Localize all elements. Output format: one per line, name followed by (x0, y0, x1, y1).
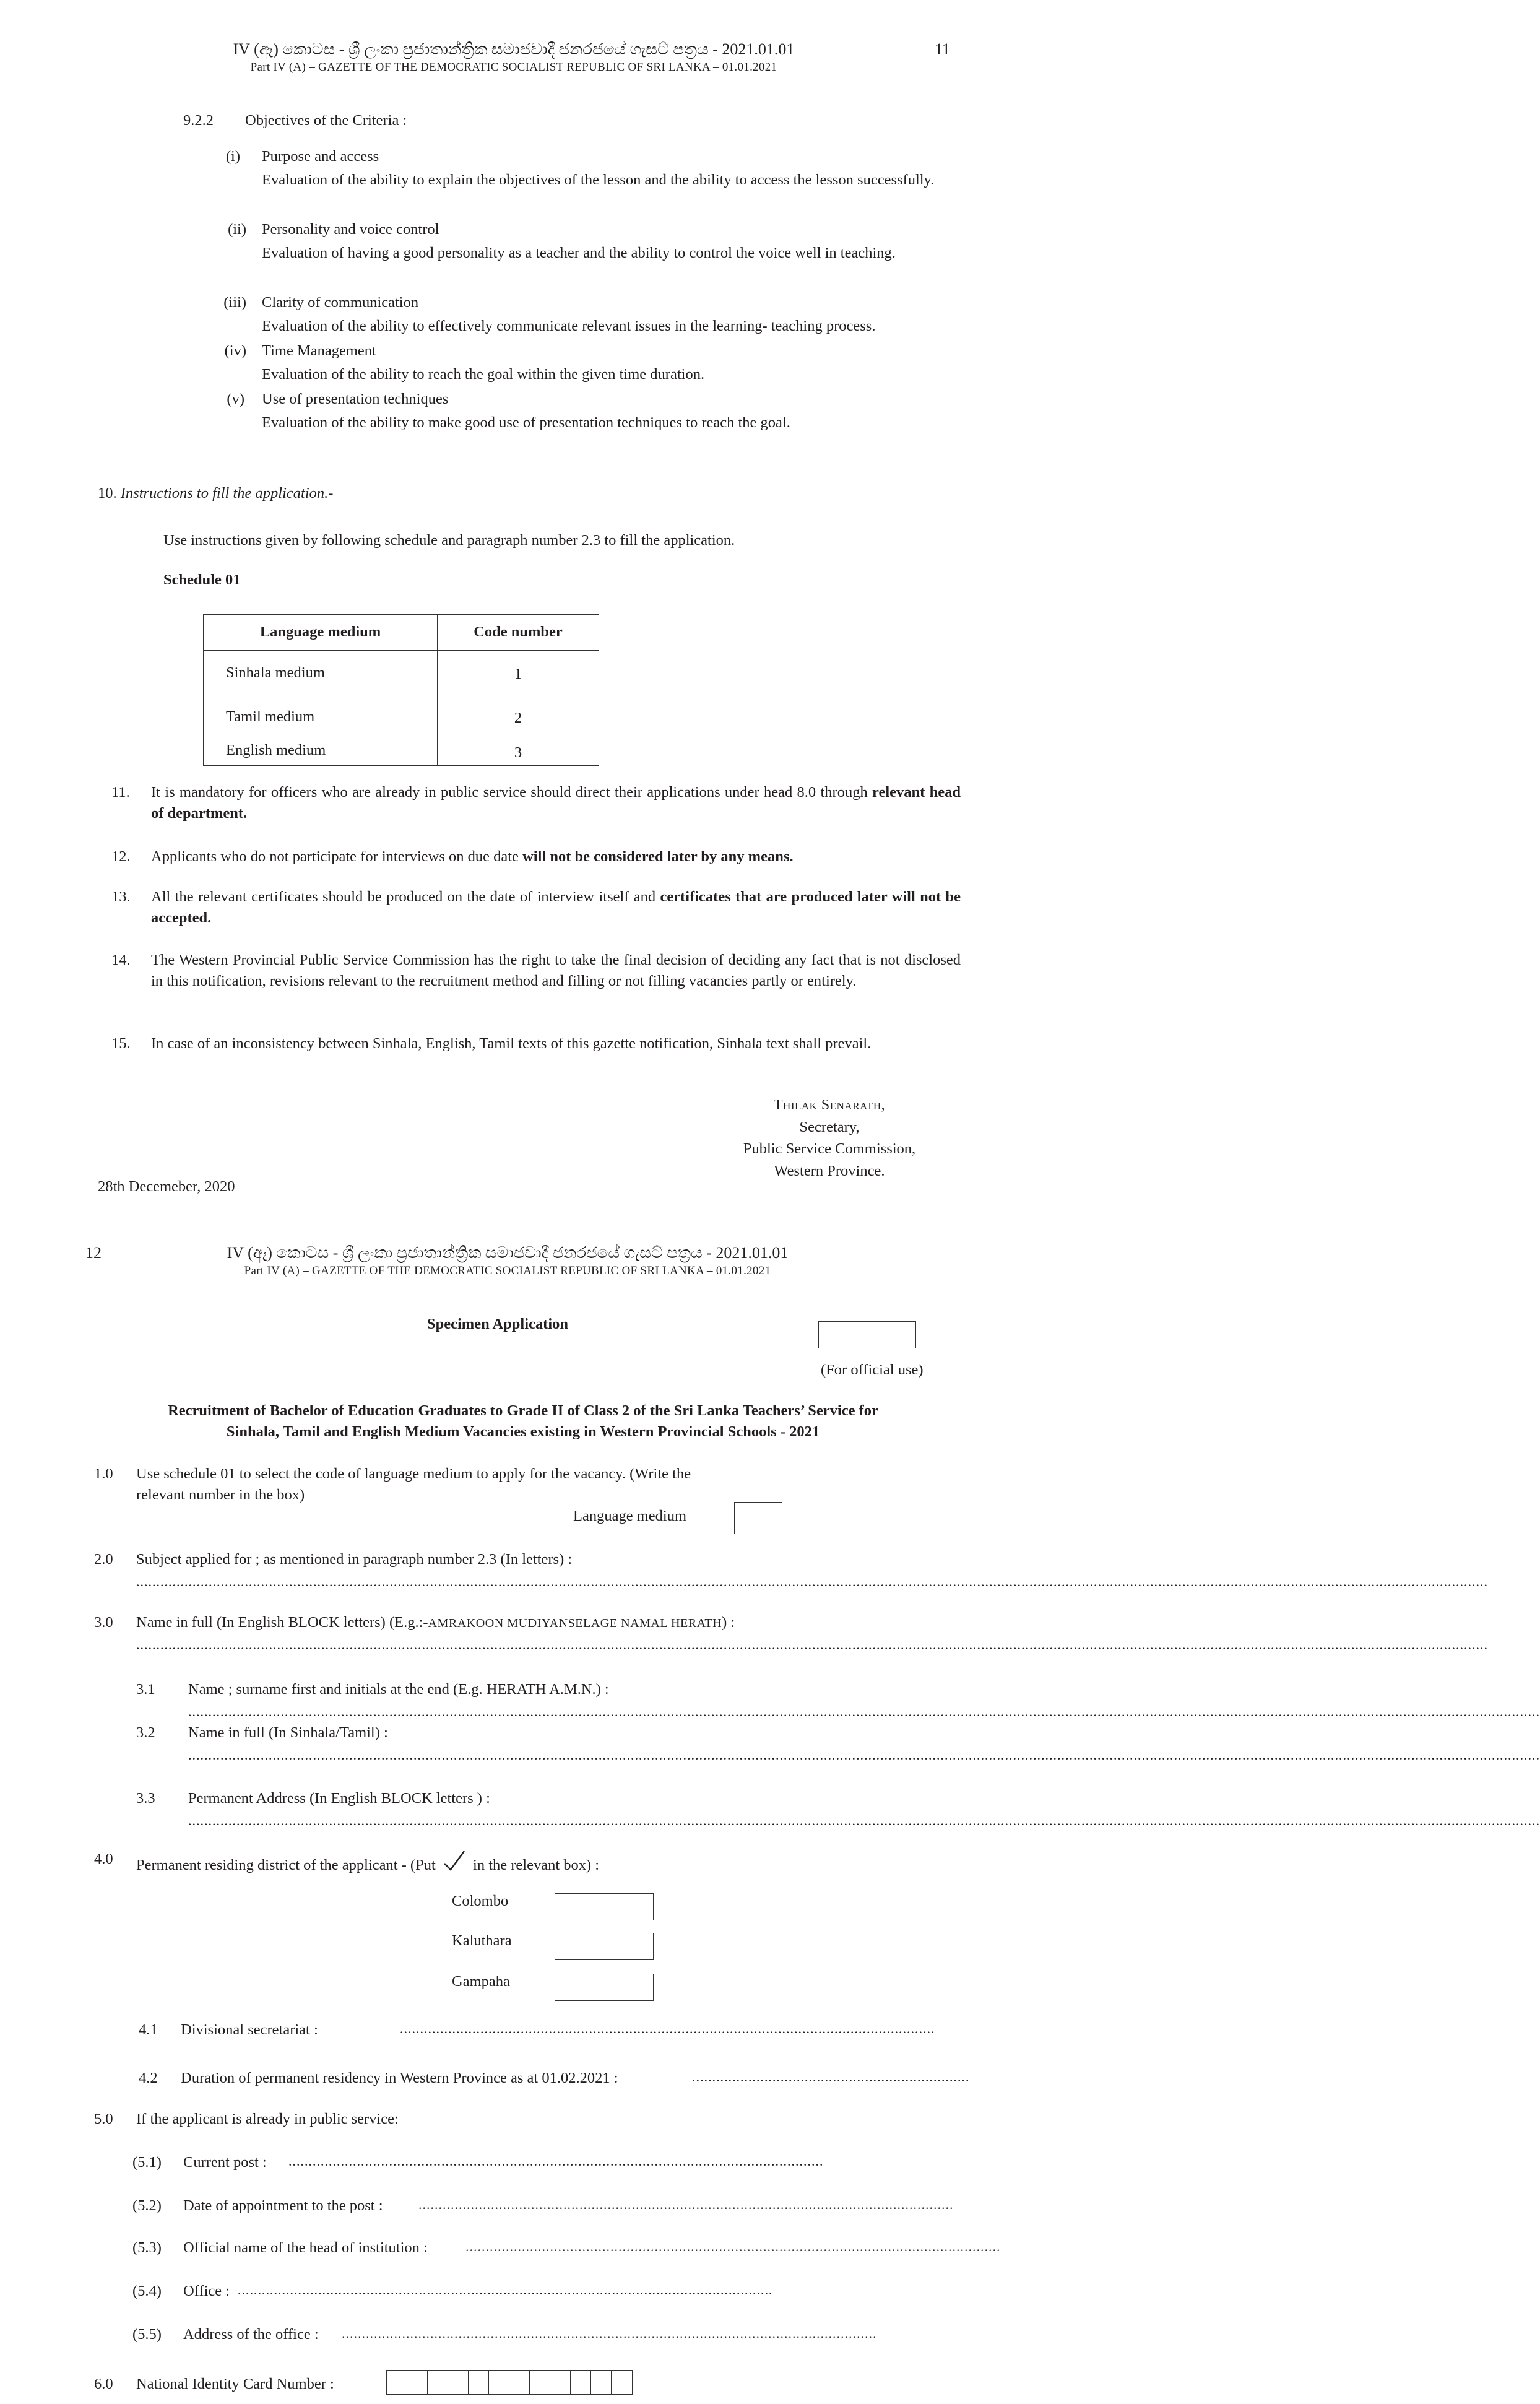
criteria-title-i: Purpose and access (262, 148, 379, 165)
q55-answer-line[interactable]: ..................................................................................................................................... (342, 2325, 877, 2341)
criteria-title-v: Use of presentation techniques (262, 391, 449, 407)
schedule-cell-code: 2 (438, 690, 599, 736)
nic-digit-box[interactable] (489, 2371, 509, 2394)
schedule-row (204, 736, 599, 766)
header-sub-text: IV (A) – GAZETTE OF THE DEMOCRATIC SOCIALIST REPUBLIC OF SRI LANKA – 01.01.2021 (273, 61, 777, 74)
q42-text: Duration of permanent residency in Western Province as at 01.02.2021 : (181, 2070, 618, 2086)
page11-header-subtitle (186, 59, 842, 76)
header-part-word: Part (250, 61, 270, 74)
q31-text: Name ; surname first and initials at the end (E.g. HERATH A.M.N.) : (188, 1681, 609, 1698)
district-kaluthara-box[interactable] (555, 1933, 654, 1960)
q52-answer-line[interactable]: ..................................................................................................................................... (418, 2197, 954, 2212)
recruitment-title-line-1: Recruitment of Bachelor of Education Graduates to Grade II of Class 2 of the Sri Lanka Teachers’ Service for (168, 1402, 878, 1419)
schedule-cell-code: 1 (438, 651, 599, 690)
page12-header-subtitle (180, 1263, 836, 1280)
q1-text (136, 1464, 691, 1506)
q53-answer-line[interactable]: ..................................................................................................................................... (465, 2239, 1001, 2254)
q31-answer-line[interactable]: ................................................................................................................................................................................................................................................................................................................................................ (188, 1704, 1540, 1719)
q51-text: Current post : (183, 2154, 267, 2171)
criteria-desc-ii: Evaluation of having a good personality as a teacher and the ability to control the voice well in teaching. (262, 245, 896, 261)
signature-name: Thilak Senarath, (773, 1097, 886, 1113)
nic-digit-box[interactable] (612, 2371, 632, 2394)
q5-text: If the applicant is already in public service: (136, 2111, 399, 2127)
page12-number: 12 (85, 1244, 102, 1262)
q6-text: National Identity Card Number : (136, 2376, 334, 2392)
section-10-dash: - (328, 485, 334, 501)
criteria-num-i: (i) (225, 148, 240, 165)
q41-text: Divisional secretariat : (181, 2021, 318, 2038)
criteria-num-ii: (ii) (228, 221, 246, 238)
section-13-number: 13. (111, 888, 131, 905)
district-gampaha-box[interactable] (555, 1974, 654, 2001)
criteria-num-v: (v) (227, 391, 244, 407)
q5-number: 5.0 (94, 2111, 113, 2127)
q4-text-before: Permanent residing district of the applicant - (Put (136, 1857, 436, 1873)
schedule-cell-language: English medium (204, 736, 438, 766)
section-12-text: Applicants who do not participate for interviews on due date (151, 848, 519, 865)
header-part-word: Part (244, 1264, 264, 1277)
q4-number: 4.0 (94, 1851, 113, 1867)
q3-number: 3.0 (94, 1614, 113, 1631)
q33-answer-line[interactable]: ................................................................................................................................................................................................................................................................................................................................................ (188, 1813, 1540, 1828)
q42-number: 4.2 (139, 2070, 158, 2086)
q33-number: 3.3 (136, 1790, 155, 1807)
official-use-box[interactable] (818, 1321, 916, 1348)
q3-close: ) : (722, 1614, 735, 1631)
schedule-header-language: Language medium (204, 615, 438, 651)
schedule-title: Schedule 01 (163, 571, 241, 588)
criteria-number: 9.2.2 (183, 112, 214, 129)
nic-digit-box[interactable] (428, 2371, 448, 2394)
q41-answer-line[interactable]: ..................................................................................................................................... (400, 2021, 935, 2036)
section-14-number: 14. (111, 952, 131, 968)
q33-text: Permanent Address (In English BLOCK letters ) : (188, 1790, 490, 1807)
section-10-title: Instructions to fill the application. (120, 485, 329, 501)
page12-header-title: IV (ඈ) කොටස - ශ්‍රී ලංකා ප්‍රජාතාන්ත්‍රික සමාජවාදී ජනරජයේ ගැසට් පත්‍රය - 2021.01.01 (227, 1244, 789, 1262)
nic-digit-box[interactable] (530, 2371, 550, 2394)
nic-digit-box[interactable] (509, 2371, 530, 2394)
nic-digit-box[interactable] (571, 2371, 591, 2394)
official-use-label: (For official use) (821, 1361, 924, 1378)
recruitment-title-line-2: Sinhala, Tamil and English Medium Vacancies existing in Western Provincial Schools - 2021 (226, 1423, 820, 1441)
criteria-title-iv: Time Management (262, 342, 376, 359)
q1-language-medium-label: Language medium (573, 1508, 687, 1524)
schedule-table (203, 614, 599, 766)
q32-answer-line[interactable]: ................................................................................................................................................................................................................................................................................................................................................ (188, 1747, 1540, 1763)
section-13-paragraph (151, 887, 961, 929)
criteria-num-iv: (iv) (224, 342, 246, 359)
section-12-paragraph (151, 846, 968, 867)
criteria-desc-iii: Evaluation of the ability to effectively communicate relevant issues in the learning- teaching process. (262, 318, 876, 334)
q1-text-line-2: relevant number in the box) (136, 1486, 305, 1504)
signature-title-3: Western Province. (774, 1162, 885, 1179)
section-10-text: Use instructions given by following schedule and paragraph number 2.3 to fill the application. (163, 532, 735, 549)
criteria-desc-i: Evaluation of the ability to explain the objectives of the lesson and the ability to access the lesson successfully. (262, 171, 935, 188)
nic-digit-box[interactable] (591, 2371, 612, 2394)
q4-text-after: in the relevant box) : (473, 1857, 600, 1873)
specimen-title: Specimen Application (427, 1316, 569, 1332)
schedule-cell-language: Sinhala medium (204, 651, 438, 690)
criteria-desc-iv: Evaluation of the ability to reach the goal within the given time duration. (262, 366, 705, 383)
q55-text: Address of the office : (183, 2326, 319, 2343)
signature-block (718, 1095, 941, 1182)
section-11-number: 11. (111, 784, 130, 801)
signature-title-1: Secretary, (799, 1118, 860, 1135)
q2-text: Subject applied for ; as mentioned in paragraph number 2.3 (In letters) : (136, 1551, 573, 1568)
section-12-bold: will not be considered later by any means. (522, 848, 794, 865)
nic-digit-box[interactable] (550, 2371, 571, 2394)
q52-text: Date of appointment to the post : (183, 2197, 383, 2214)
q54-text: Office : (183, 2283, 230, 2299)
section-11-bold: relevant head of department. (151, 784, 961, 822)
q31-number: 3.1 (136, 1681, 155, 1698)
q53-number: (5.3) (132, 2239, 162, 2256)
section-15-number: 15. (111, 1035, 131, 1052)
schedule-header-code: Code number (438, 615, 599, 651)
criteria-desc-v: Evaluation of the ability to make good use of presentation techniques to reach the goal. (262, 414, 790, 431)
language-medium-box[interactable] (734, 1502, 782, 1534)
district-kaluthara-label: Kaluthara (452, 1932, 512, 1949)
district-colombo-label: Colombo (452, 1893, 509, 1909)
schedule-cell-code: 3 (438, 736, 599, 766)
page11-number: 11 (935, 40, 951, 58)
q2-number: 2.0 (94, 1551, 113, 1568)
q41-number: 4.1 (139, 2021, 158, 2038)
nic-digit-box[interactable] (448, 2371, 469, 2394)
section-11-text: It is mandatory for officers who are already in public service should direct their applications under head 8.0 through (151, 784, 868, 801)
schedule-row (204, 690, 599, 736)
section-12-number: 12. (111, 848, 131, 865)
q51-answer-line[interactable]: ..................................................................................................................................... (288, 2153, 824, 2169)
q4-text (136, 1849, 599, 1876)
q53-text: Official name of the head of institution : (183, 2239, 428, 2256)
nic-digit-box[interactable] (387, 2371, 407, 2394)
recruitment-title (93, 1400, 953, 1443)
criteria-num-iii: (iii) (223, 294, 246, 311)
criteria-title-iii: Clarity of communication (262, 294, 419, 311)
q52-number: (5.2) (132, 2197, 162, 2214)
page11-header-title: IV (ඈ) කොටස - ශ්‍රී ලංකා ප්‍රජාතාන්ත්‍රික සමාජවාදී ජනරජයේ ගැසට් පත්‍රය - 2021.01.01 (233, 40, 795, 58)
q42-answer-line[interactable]: ..................................................................... (692, 2069, 970, 2085)
q51-number: (5.1) (132, 2154, 162, 2171)
section-13-bold: certificates that are produced later will not be accepted. (151, 888, 961, 927)
q3-text (136, 1612, 735, 1633)
criteria-title-ii: Personality and voice control (262, 221, 439, 238)
q1-text-line-1: Use schedule 01 to select the code of language medium to apply for the vacancy. (Write the (136, 1465, 691, 1482)
section-11-paragraph (151, 782, 961, 825)
section-10-number: 10. (98, 485, 117, 501)
section-10-heading (98, 483, 333, 504)
section-13-text: All the relevant certificates should be produced on the date of interview itself and (151, 888, 656, 905)
q54-answer-line[interactable]: ..................................................................................................................................... (238, 2282, 773, 2298)
nic-number-boxes[interactable] (386, 2370, 633, 2395)
q32-text: Name in full (In Sinhala/Tamil) : (188, 1724, 388, 1741)
q55-number: (5.5) (132, 2326, 162, 2343)
header-sub-text: IV (A) – GAZETTE OF THE DEMOCRATIC SOCIALIST REPUBLIC OF SRI LANKA – 01.01.2021 (267, 1264, 771, 1277)
signature-title-2: Public Service Commission, (743, 1140, 916, 1158)
district-gampaha-label: Gampaha (452, 1973, 510, 1990)
q6-number: 6.0 (94, 2376, 113, 2392)
q54-number: (5.4) (132, 2283, 162, 2299)
schedule-row (204, 651, 599, 690)
q3-text-main: Name in full (In English BLOCK letters) (E.g.:- (136, 1614, 428, 1631)
section-15-text: In case of an inconsistency between Sinhala, English, Tamil texts of this gazette notification, Sinhala text shall prevail. (151, 1035, 872, 1052)
criteria-title: Objectives of the Criteria : (245, 112, 407, 129)
q3-example: AMRAKOON MUDIYANSELAGE NAMAL HERATH (428, 1616, 722, 1630)
checkmark-icon (442, 1849, 467, 1873)
district-colombo-box[interactable] (555, 1893, 654, 1920)
nic-digit-box[interactable] (407, 2371, 428, 2394)
q1-number: 1.0 (94, 1465, 113, 1482)
nic-digit-box[interactable] (469, 2371, 489, 2394)
q2-answer-line[interactable]: ................................................................................................................................................................................................................................................................................................................................................ (136, 1574, 1488, 1589)
q32-number: 3.2 (136, 1724, 155, 1741)
q3-answer-line[interactable]: ................................................................................................................................................................................................................................................................................................................................................ (136, 1637, 1488, 1652)
schedule-cell-language: Tamil medium (204, 690, 438, 736)
schedule-header-row (204, 615, 599, 651)
notice-date: 28th Decemeber, 2020 (98, 1178, 235, 1195)
section-14-text: The Western Provincial Public Service Commission has the right to take the final decision of deciding any fact that is not disclosed in this notification, revisions relevant to the recruitment method and filling or not filling vacancies partly or entirely. (151, 952, 961, 990)
